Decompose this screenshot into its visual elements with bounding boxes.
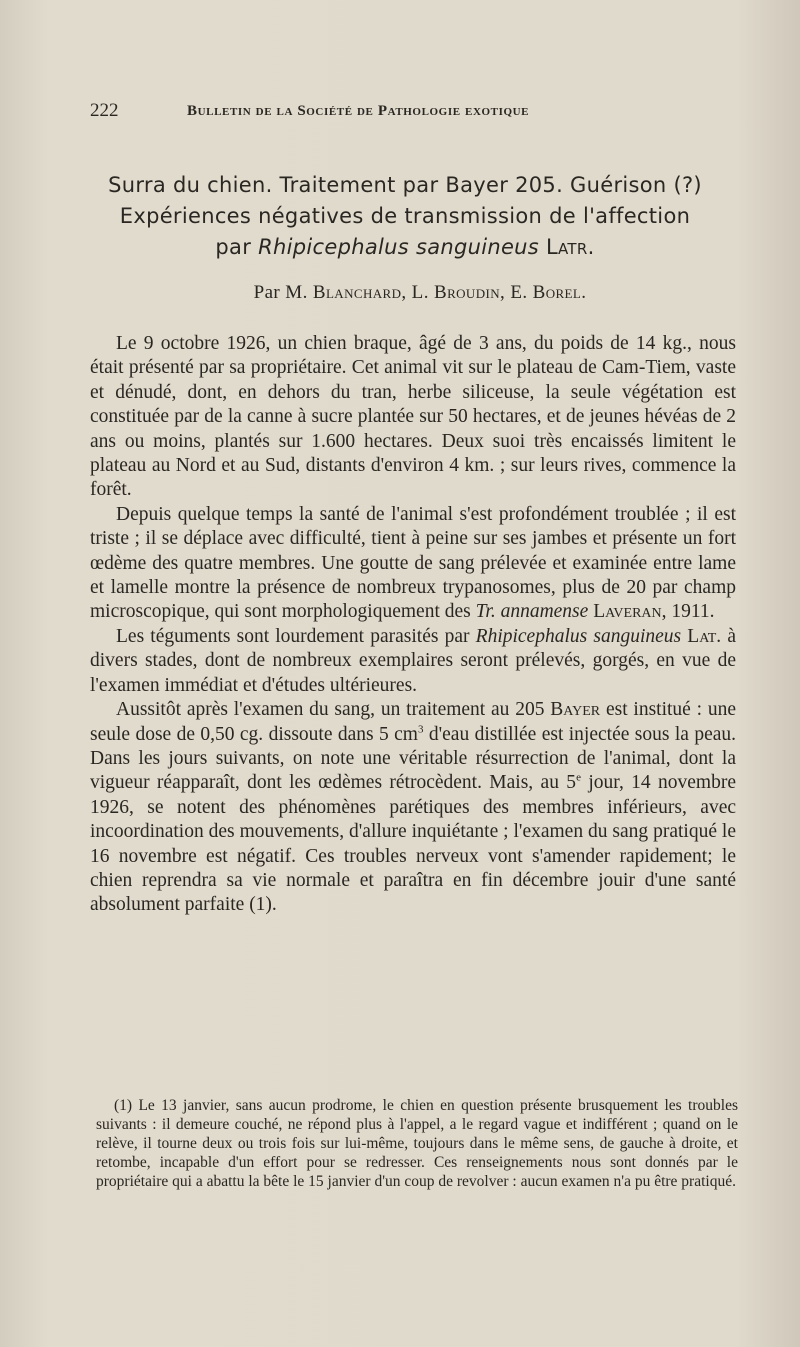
paragraph-4-text-2: est institué : une seule dose de 0,50 cg. dissoute dans 5 cm	[90, 699, 737, 745]
species-name: Tr. annamense	[475, 601, 589, 623]
title-prefix: par	[215, 235, 252, 259]
paragraph-3-text-cont: à divers stades, dont de nombreux exemplaires seront prélevés, gorgés, en vue de l'examen immédiat et d'études ultérieures.	[90, 625, 736, 696]
author-names: Blanchard, L. Broudin, E. Borel.	[312, 282, 587, 303]
paragraph-1: Le 9 octobre 1926, un chien braque, âgé de 3 ans, du poids de 14 kg., nous était présenté par sa propriétaire. Cet animal vit sur le plateau de Cam-Tiem, vaste et dénudé, dont, en dehors du tran, herbe siliceuse, la seule végétation est constituée par de la canne à sucre plantée sur 50 hectares, et de jeunes hévéas de 2 ans ou moins, plantés sur 1.600 hectares. Deux suoi très encaissés limitent le plateau au Nord et au Sud, distants d'environ 4 km. ; sur leurs rives, commence la forêt.	[90, 333, 736, 501]
superscript-e: e	[576, 771, 581, 784]
paragraph-2-end: , 1911.	[661, 601, 715, 623]
paragraph-4	[90, 698, 736, 918]
paragraph-4-text-3: d'eau distillée est injectée sous la peau. Dans les jours suivants, on note une véritable résurrection de l'animal, dont la vigueur réapparaît, dont les œdèmes rétrocèdent. Mais, au 5	[90, 723, 736, 794]
page-number: 222	[90, 100, 119, 121]
title-line-2: Expériences négatives de transmission de l'affection	[119, 204, 691, 228]
paragraph-4-text: Aussitôt après l'examen du sang, un traitement au 205	[116, 699, 545, 721]
species-name: Rhipicephalus sanguineus	[475, 625, 682, 647]
paragraph-3-text: Les téguments sont lourdement parasités par	[116, 625, 470, 647]
title-line-3	[60, 232, 750, 263]
author-line	[90, 282, 750, 304]
title-line-1: Surra du chien. Traitement par Bayer 205. Guérison (?)	[108, 173, 702, 197]
paragraph-2-text: Depuis quelque temps la santé de l'animal s'est profondément troublée ; il est triste ; il se déplace avec difficulté, tient à peine sur ses jambes et présente un fort œdème des quatre membres. Une goutte de sang prélevée et examinée entre lame et lamelle montre la présence de nombreux trypanosomes, plus de 20 par champ microscopique, qui sont morphologiquement des	[90, 503, 736, 623]
bayer-name: Bayer	[550, 699, 601, 721]
running-head: Bulletin de la Société de Pathologie exotique	[187, 103, 530, 119]
paragraph-3	[90, 625, 736, 698]
author-prefix: Par M.	[253, 282, 308, 303]
footnote	[96, 1096, 738, 1191]
article-title	[60, 170, 750, 263]
species-author: Laveran	[593, 601, 662, 623]
species-author: Lat.	[687, 625, 722, 647]
footnote-text: (1) Le 13 janvier, sans aucun prodrome, le chien en question présente brusquement les troubles suivants : il demeure couché, ne répond plus à l'appel, a le regard vague et indifférent ; quand on le relève, il tourne deux ou trois fois sur lui-même, toujours dans le même sens, de gauche à droite, et retombe, incapable d'un effort pour se redresser. Ces renseignements nous sont donnés par le propriétaire qui a abattu la bête le 15 janvier d'un coup de revolver : aucun examen n'a pu être pratiqué.	[96, 1097, 738, 1190]
page-header	[90, 100, 740, 126]
title-author: Latr.	[546, 235, 595, 259]
article-body	[90, 332, 736, 918]
superscript-3: 3	[417, 723, 424, 735]
title-species: Rhipicephalus sanguineus	[258, 235, 540, 259]
paragraph-4-text-4: jour, 14 novembre 1926, se notent des phénomènes parétiques des membres inférieurs, avec incoordination des mouvements, d'allure inquiétante ; l'examen du sang pratiqué le 16 novembre est négatif. Ces troubles nerveux vont s'amender rapidement; le chien reprendra sa vie normale et paraîtra en fin décembre jouir d'une santé absolument parfaite (1).	[90, 772, 736, 916]
paragraph-2	[90, 503, 736, 625]
